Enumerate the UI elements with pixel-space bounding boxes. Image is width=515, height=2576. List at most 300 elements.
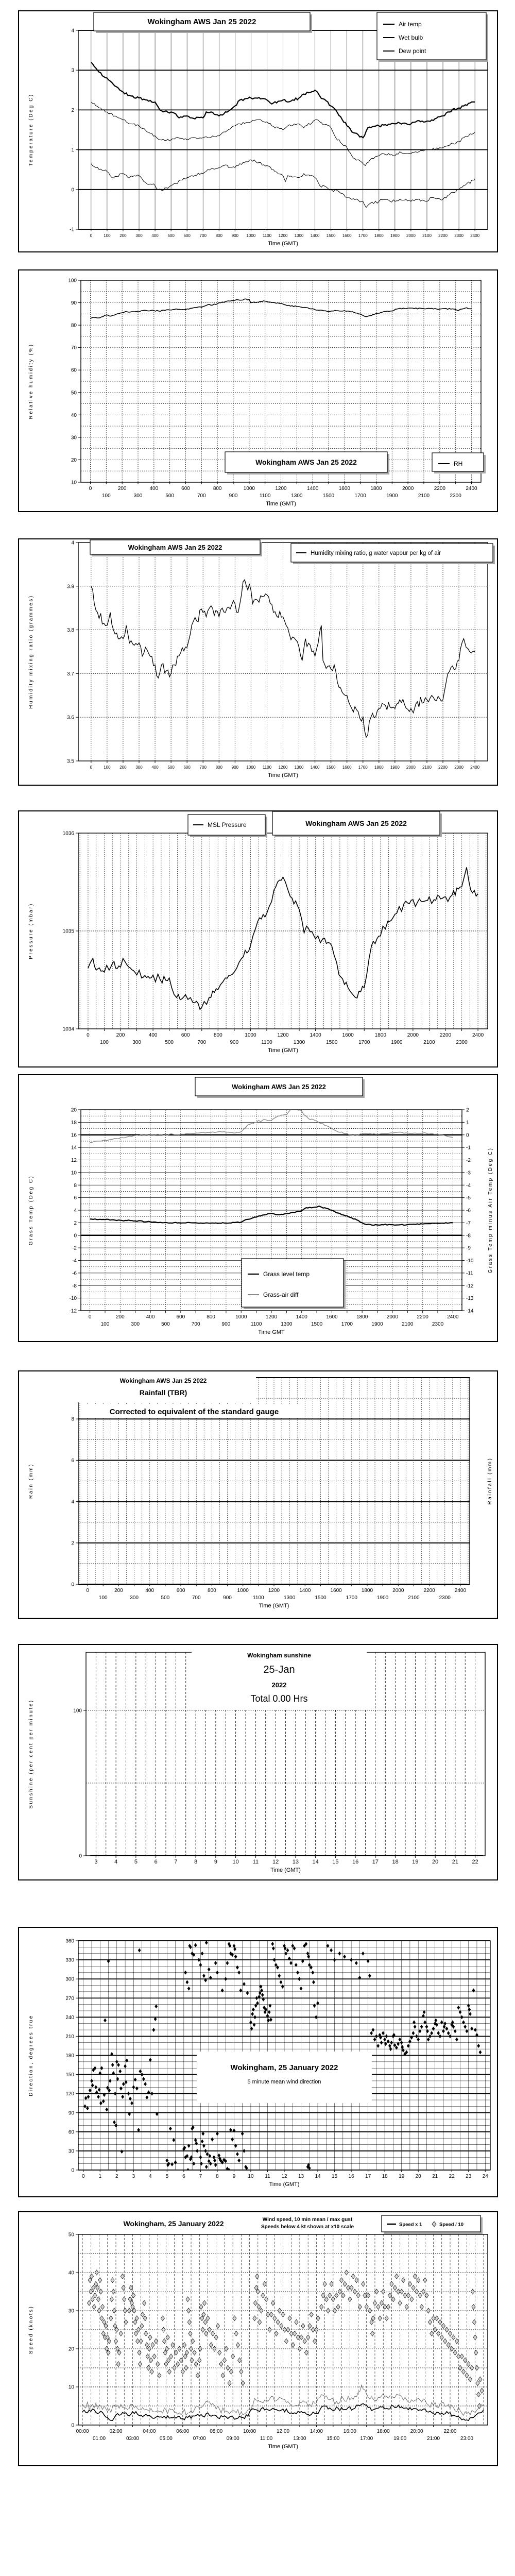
x-tick-label: 600 (176, 1588, 185, 1594)
pressure-chart-svg (19, 811, 497, 1066)
y-tick-label: 270 (65, 1995, 74, 2002)
x-tick-label: 200 (119, 233, 127, 238)
x-tick-label: 2400 (454, 1588, 467, 1594)
x-tick-label: 400 (146, 1314, 155, 1320)
y-tick-label: 3.5 (67, 758, 74, 765)
x-tick-label: 13 (298, 2174, 304, 2179)
x-tick-label: 06:00 (176, 2429, 190, 2434)
x-tick-label: 1200 (265, 1314, 278, 1320)
x-tick-label: 2100 (402, 1321, 414, 1327)
x-tick-label: 700 (191, 1321, 200, 1327)
y-tick-label: 210 (65, 2033, 74, 2040)
y-axis-title: Rain (mm) (28, 1463, 34, 1499)
y-tick-label: 1034 (62, 1026, 74, 1032)
y2-tick-label: -1 (466, 1145, 471, 1151)
y-tick-label: 16 (71, 1132, 77, 1139)
chart-subtitle: Rainfall (TBR) (139, 1388, 187, 1397)
x-tick-label: 1000 (235, 1314, 247, 1320)
x-tick-label: 0 (87, 1032, 90, 1038)
x-axis-title: Time (GMT) (266, 501, 296, 507)
rainfall-chart-svg (19, 1371, 497, 1618)
x-tick-label: 500 (167, 765, 175, 770)
legend-box (242, 1259, 346, 1309)
x-tick-label: 1300 (291, 493, 303, 499)
x-tick-label: 1100 (250, 1321, 262, 1327)
x-tick-label: 1300 (284, 1595, 296, 1601)
x-tick-label: 1600 (326, 1314, 338, 1320)
x-tick-label: 700 (197, 493, 206, 499)
y-tick-label: 330 (65, 1957, 74, 1963)
x-tick-label: 200 (119, 765, 127, 770)
chart-total: Total 0.00 Hrs (250, 1693, 308, 1704)
chart-note: Corrected to equivalent of the standard gauge (109, 1408, 279, 1416)
y-tick-label: 4 (71, 28, 74, 34)
x-tick-label: 2300 (456, 1040, 468, 1045)
y-tick-label: 0 (74, 1233, 77, 1239)
x-tick-label: 1200 (277, 1032, 289, 1038)
x-tick-label: 23:00 (460, 2436, 473, 2442)
y-tick-label: 240 (65, 2014, 74, 2021)
y-tick-label: 3.8 (67, 628, 74, 634)
x-tick-label: 1000 (246, 765, 256, 770)
x-tick-label: 100 (98, 1595, 108, 1601)
y-tick-label: 50 (68, 2232, 74, 2238)
x-tick-label: 100 (104, 765, 111, 770)
y2-tick-label: -5 (466, 1195, 471, 1201)
temperature-chart-panel (18, 10, 498, 252)
x-tick-label: 14 (315, 2174, 321, 2179)
wind-speed-chart-svg (19, 2212, 497, 2465)
x-tick-label: 1200 (275, 486, 287, 492)
mixing-ratio-chart-panel (18, 538, 498, 786)
x-tick-label: 900 (223, 1595, 232, 1601)
y-tick-label: -1 (70, 227, 74, 233)
x-tick-label: 500 (161, 1321, 170, 1327)
axis-labels (28, 2232, 473, 2450)
x-tick-label: 1600 (342, 765, 352, 770)
x-tick-label: 15 (331, 2174, 338, 2179)
x-tick-label: 500 (167, 233, 175, 238)
wind-speed-header (123, 2217, 354, 2230)
x-tick-label: 300 (131, 1321, 140, 1327)
x-axis-title: Time (GMT) (268, 772, 298, 778)
y-tick-label: 2 (71, 1540, 74, 1547)
x-tick-label: 17:00 (360, 2436, 373, 2442)
x-tick-label: 2000 (406, 233, 416, 238)
x-tick-label: 16 (348, 2174, 354, 2179)
x-tick-label: 900 (231, 233, 239, 238)
x-tick-label: 03:00 (126, 2436, 139, 2442)
x-tick-label: 2300 (439, 1595, 451, 1601)
x-tick-label: 19 (412, 1859, 419, 1865)
x-tick-label: 500 (161, 1595, 170, 1601)
x-tick-label: 1700 (346, 1595, 357, 1601)
x-tick-label: 700 (199, 765, 207, 770)
sunshine-titles (192, 1647, 367, 1710)
x-tick-label: 3 (94, 1859, 98, 1865)
x-tick-label: 2400 (470, 765, 480, 770)
x-axis-title: Time GMT (258, 1329, 285, 1335)
y-axis-title: Pressure (mbar) (28, 903, 34, 959)
x-tick-label: 17 (365, 2174, 371, 2179)
y2-axis-title: Rainfall (mm) (487, 1457, 493, 1505)
x-tick-label: 1200 (268, 1588, 280, 1594)
chart-title: Wokingham AWS Jan 25 2022 (255, 458, 357, 466)
y-tick-label: 150 (65, 2072, 74, 2078)
legend-label: Air temp (399, 21, 422, 28)
x-tick-label: 20 (415, 2174, 421, 2179)
x-tick-label: 400 (151, 765, 159, 770)
y-tick-label: 3.9 (67, 584, 74, 590)
y-tick-label: 3.6 (67, 715, 74, 721)
x-tick-label: 1400 (307, 486, 319, 492)
y-tick-label: 60 (68, 2129, 74, 2136)
y2-tick-label: -3 (466, 1170, 471, 1176)
x-tick-label: 1500 (326, 233, 336, 238)
legend-label: Dew point (399, 47, 426, 55)
x-tick-label: 21 (432, 2174, 438, 2179)
x-tick-label: 16 (352, 1859, 359, 1865)
x-tick-label: 0 (89, 486, 92, 492)
x-tick-label: 600 (183, 233, 191, 238)
chart-title: Wokingham AWS Jan 25 2022 (232, 1083, 326, 1091)
x-tick-label: 0 (90, 233, 93, 238)
legend-box (432, 453, 486, 473)
x-tick-label: 100 (100, 1321, 110, 1327)
x-tick-label: 300 (132, 1040, 141, 1045)
y2-tick-label: -6 (466, 1208, 471, 1214)
x-tick-label: 00:00 (76, 2429, 89, 2434)
wind-direction-chart-svg (19, 1928, 497, 2196)
x-tick-label: 900 (231, 765, 239, 770)
y-tick-label: 10 (68, 2384, 74, 2391)
x-tick-label: 2100 (422, 765, 432, 770)
x-tick-label: 1200 (278, 233, 288, 238)
y-tick-label: 4 (74, 1208, 77, 1214)
y2-tick-label: -9 (466, 1245, 471, 1251)
y-tick-label: 360 (65, 1938, 74, 1944)
relative-humidity-chart-svg (19, 270, 497, 511)
relative-humidity-chart-panel (18, 269, 498, 512)
x-tick-label: 2200 (438, 765, 448, 770)
legend-label: Wet bulb (399, 34, 423, 41)
gridlines (78, 543, 488, 761)
y-axis-title: Direction, degrees true (28, 2014, 34, 2096)
y2-tick-label: -11 (466, 1270, 473, 1277)
x-tick-label: 6 (154, 1859, 158, 1865)
y2-tick-label: -4 (466, 1182, 471, 1189)
x-tick-label: 1900 (390, 233, 400, 238)
x-tick-label: 100 (101, 493, 111, 499)
x-tick-label: 2200 (417, 1314, 428, 1320)
chart-note-2: Speeds below 4 kt shown at x10 scale (261, 2224, 354, 2230)
y-tick-label: 300 (65, 1976, 74, 1982)
x-tick-label: 08:00 (210, 2429, 223, 2434)
y-tick-label: -2 (72, 1245, 77, 1251)
x-tick-label: 14:00 (310, 2429, 323, 2434)
x-tick-label: 900 (229, 493, 238, 499)
x-tick-label: 700 (192, 1595, 201, 1601)
legend-box (291, 544, 495, 564)
y2-axis-title: Grass Temp minus Air Temp (Deg C) (488, 1147, 493, 1274)
wind-speed-chart-panel (18, 2211, 498, 2466)
y-tick-label: 6 (74, 1195, 77, 1201)
x-tick-label: 1000 (243, 486, 255, 492)
axis-labels (28, 1417, 493, 1609)
x-tick-label: 400 (151, 233, 159, 238)
plot-border (78, 543, 488, 761)
x-tick-label: 12:00 (276, 2429, 290, 2434)
chart-title: Wokingham AWS Jan 25 2022 (147, 18, 256, 26)
x-tick-label: 4 (114, 1859, 118, 1865)
x-axis-title: Time (GMT) (259, 1603, 289, 1609)
x-tick-label: 04:00 (143, 2429, 156, 2434)
x-tick-label: 5 (165, 2174, 169, 2179)
y-axis-title: Grass Temp (Deg C) (28, 1175, 34, 1246)
x-tick-label: 700 (197, 1040, 207, 1045)
y-tick-label: 30 (71, 435, 77, 441)
y-tick-label: 1036 (62, 831, 74, 837)
x-tick-label: 5 (134, 1859, 138, 1865)
x-tick-label: 13 (292, 1859, 299, 1865)
x-tick-label: 22:00 (443, 2429, 457, 2434)
y-tick-label: 8 (74, 1182, 77, 1189)
x-tick-label: 2000 (402, 486, 414, 492)
y-tick-label: -4 (72, 1258, 77, 1264)
y-tick-label: 3.7 (67, 671, 74, 677)
legend-label: Speed x 1 (399, 2222, 422, 2228)
x-tick-label: 1700 (358, 1040, 370, 1045)
x-tick-label: 1600 (342, 233, 352, 238)
y2-tick-label: 1 (466, 1120, 469, 1126)
x-tick-label: 1 (98, 2174, 102, 2179)
gridlines (78, 833, 488, 1029)
x-tick-label: 15:00 (327, 2436, 340, 2442)
chart-title: Wokingham, 25 January 2022 (123, 2219, 224, 2228)
x-tick-label: 800 (213, 486, 222, 492)
x-tick-label: 800 (208, 1588, 216, 1594)
axis-labels (28, 540, 480, 779)
x-tick-label: 11:00 (260, 2436, 273, 2442)
y-axis-title: Relative humidity (%) (28, 343, 34, 419)
y-tick-label: 100 (73, 1708, 82, 1714)
x-tick-label: 1100 (261, 1040, 272, 1045)
x-tick-label: 2200 (434, 486, 445, 492)
chart-subtitle: 5 minute mean wind direction (247, 2079, 321, 2085)
y-tick-label: 0 (71, 1582, 74, 1588)
x-tick-label: 0 (90, 765, 93, 770)
x-tick-label: 9 (232, 2174, 236, 2179)
x-tick-label: 7 (174, 1859, 178, 1865)
x-tick-label: 6 (182, 2174, 185, 2179)
x-tick-label: 2300 (454, 233, 464, 238)
legend-box (188, 815, 267, 837)
x-tick-label: 2000 (386, 1314, 399, 1320)
x-tick-label: 7 (199, 2174, 202, 2179)
legend-label: RH (454, 460, 463, 467)
y-tick-label: 10 (71, 1170, 77, 1176)
x-tick-label: 2000 (392, 1588, 404, 1594)
x-tick-label: 2200 (438, 233, 448, 238)
y-tick-label: 6 (71, 1458, 74, 1464)
x-tick-label: 600 (181, 486, 190, 492)
y2-tick-label: -14 (466, 1308, 474, 1314)
x-tick-label: 1800 (370, 486, 382, 492)
y-tick-label: -8 (72, 1283, 77, 1289)
x-tick-label: 14 (312, 1859, 319, 1865)
sunshine-chart-svg (19, 1645, 497, 1879)
x-tick-label: 19:00 (393, 2436, 407, 2442)
x-tick-label: 1300 (294, 765, 304, 770)
x-tick-label: 1000 (246, 233, 256, 238)
x-tick-label: 12 (272, 1859, 279, 1865)
y-tick-label: 4 (71, 1499, 74, 1505)
chart-year: 2022 (271, 1681, 287, 1689)
x-tick-label: 1700 (358, 233, 368, 238)
x-tick-label: 2100 (423, 1040, 435, 1045)
x-tick-label: 800 (215, 765, 222, 770)
axis-labels (28, 831, 484, 1054)
x-tick-label: 2200 (423, 1588, 435, 1594)
x-tick-label: 2200 (439, 1032, 452, 1038)
y-tick-label: 1035 (62, 928, 74, 935)
x-tick-label: 10:00 (243, 2429, 256, 2434)
x-tick-label: 2400 (470, 233, 480, 238)
y-tick-label: 50 (71, 390, 77, 396)
x-tick-label: 800 (215, 233, 222, 238)
x-tick-label: 1200 (278, 765, 288, 770)
x-tick-label: 10 (232, 1859, 239, 1865)
x-tick-label: 9 (214, 1859, 217, 1865)
x-tick-label: 22 (449, 2174, 455, 2179)
x-tick-label: 8 (194, 1859, 198, 1865)
x-tick-label: 900 (230, 1040, 239, 1045)
y2-tick-label: -13 (466, 1296, 474, 1302)
y-tick-label: 12 (71, 1158, 77, 1163)
x-tick-label: 3 (132, 2174, 135, 2179)
x-tick-label: 18 (392, 1859, 399, 1865)
x-tick-label: 1400 (296, 1314, 307, 1320)
x-tick-label: 13:00 (293, 2436, 306, 2442)
x-tick-label: 1700 (341, 1321, 353, 1327)
x-tick-label: 18 (382, 2174, 388, 2179)
x-tick-label: 2 (115, 2174, 118, 2179)
y-tick-label: 4 (71, 540, 74, 546)
x-tick-label: 1300 (281, 1321, 293, 1327)
x-tick-label: 100 (100, 1040, 109, 1045)
x-tick-label: 2400 (466, 486, 477, 492)
x-tick-label: 15 (332, 1859, 339, 1865)
x-tick-label: 22 (472, 1859, 478, 1865)
x-tick-label: 1100 (259, 493, 271, 499)
y2-tick-label: 0 (466, 1132, 469, 1139)
y-tick-label: 80 (71, 323, 77, 329)
x-tick-label: 1900 (376, 1595, 389, 1601)
y-tick-label: 1 (71, 147, 74, 154)
chart-title-box (90, 540, 262, 556)
chart-note-1: Wind speed, 10 min mean / max gust (262, 2217, 353, 2223)
grass-temperature-chart-panel (18, 1074, 498, 1342)
x-tick-label: 2100 (408, 1595, 420, 1601)
x-tick-label: 700 (199, 233, 207, 238)
x-tick-label: 2300 (454, 765, 464, 770)
y-tick-label: 90 (68, 2110, 74, 2116)
legend-box (382, 2215, 483, 2234)
x-tick-label: 600 (183, 765, 191, 770)
y-tick-label: 3 (71, 67, 74, 74)
x-tick-label: 600 (176, 1314, 185, 1320)
y-tick-label: 100 (68, 278, 77, 284)
legend-label: Speed / 10 (439, 2222, 464, 2228)
y-tick-label: 20 (71, 1107, 77, 1113)
x-tick-label: 18:00 (376, 2429, 390, 2434)
x-tick-label: 500 (165, 493, 175, 499)
x-tick-label: 1700 (358, 765, 368, 770)
x-tick-label: 1400 (299, 1588, 311, 1594)
legend-label: Grass-air diff (263, 1291, 299, 1298)
x-tick-label: 21 (452, 1859, 458, 1865)
y2-tick-label: -7 (466, 1220, 471, 1226)
x-axis-title: Time (GMT) (269, 2181, 300, 2188)
x-tick-label: 2000 (407, 1032, 419, 1038)
x-tick-label: 0 (88, 1314, 92, 1320)
x-tick-label: 200 (117, 486, 127, 492)
x-tick-label: 1000 (245, 1032, 256, 1038)
y-tick-label: 30 (68, 2148, 74, 2155)
pressure-chart-panel (18, 810, 498, 1067)
y-tick-label: 60 (71, 367, 77, 374)
x-tick-label: 500 (165, 1040, 174, 1045)
x-tick-label: 20 (432, 1859, 439, 1865)
chart-title: Wokingham, 25 January 2022 (230, 2063, 338, 2072)
x-tick-label: 1800 (374, 1032, 386, 1038)
x-tick-label: 200 (116, 1314, 125, 1320)
scatter-speed-10 (87, 2270, 484, 2409)
x-tick-label: 1100 (262, 233, 272, 238)
x-tick-label: 1400 (310, 765, 320, 770)
x-tick-label: 300 (130, 1595, 139, 1601)
y-tick-label: 70 (71, 345, 77, 351)
x-tick-label: 20:00 (410, 2429, 423, 2434)
x-tick-label: 1800 (361, 1588, 373, 1594)
x-tick-label: 2400 (447, 1314, 459, 1320)
y-tick-label: 90 (71, 300, 77, 307)
chart-title-box (195, 1077, 365, 1098)
direction-title (197, 2052, 372, 2103)
y-axis-title: Humidity mixing ratio (grammes) (28, 595, 34, 709)
y2-tick-label: -10 (466, 1258, 474, 1264)
x-tick-label: 1400 (310, 1032, 321, 1038)
x-tick-label: 1800 (356, 1314, 368, 1320)
x-tick-label: 1900 (371, 1321, 383, 1327)
x-tick-label: 12 (281, 2174, 287, 2179)
x-tick-label: 0 (81, 2174, 85, 2179)
legend-box (377, 12, 488, 62)
x-tick-label: 400 (149, 486, 159, 492)
x-tick-label: 4 (149, 2174, 152, 2179)
y-tick-label: -6 (72, 1270, 77, 1277)
x-tick-label: 1400 (310, 233, 320, 238)
y2-tick-label: -8 (466, 1233, 471, 1239)
y2-tick-label: 2 (466, 1107, 469, 1113)
y-tick-label: -12 (69, 1308, 77, 1314)
x-axis-title: Time (GMT) (270, 1867, 301, 1873)
rain-titles (71, 1372, 302, 1418)
chart-title: Wokingham AWS Jan 25 2022 (128, 544, 222, 551)
x-tick-label: 2100 (418, 493, 430, 499)
x-tick-label: 01:00 (93, 2436, 106, 2442)
temperature-chart-svg (19, 11, 497, 251)
